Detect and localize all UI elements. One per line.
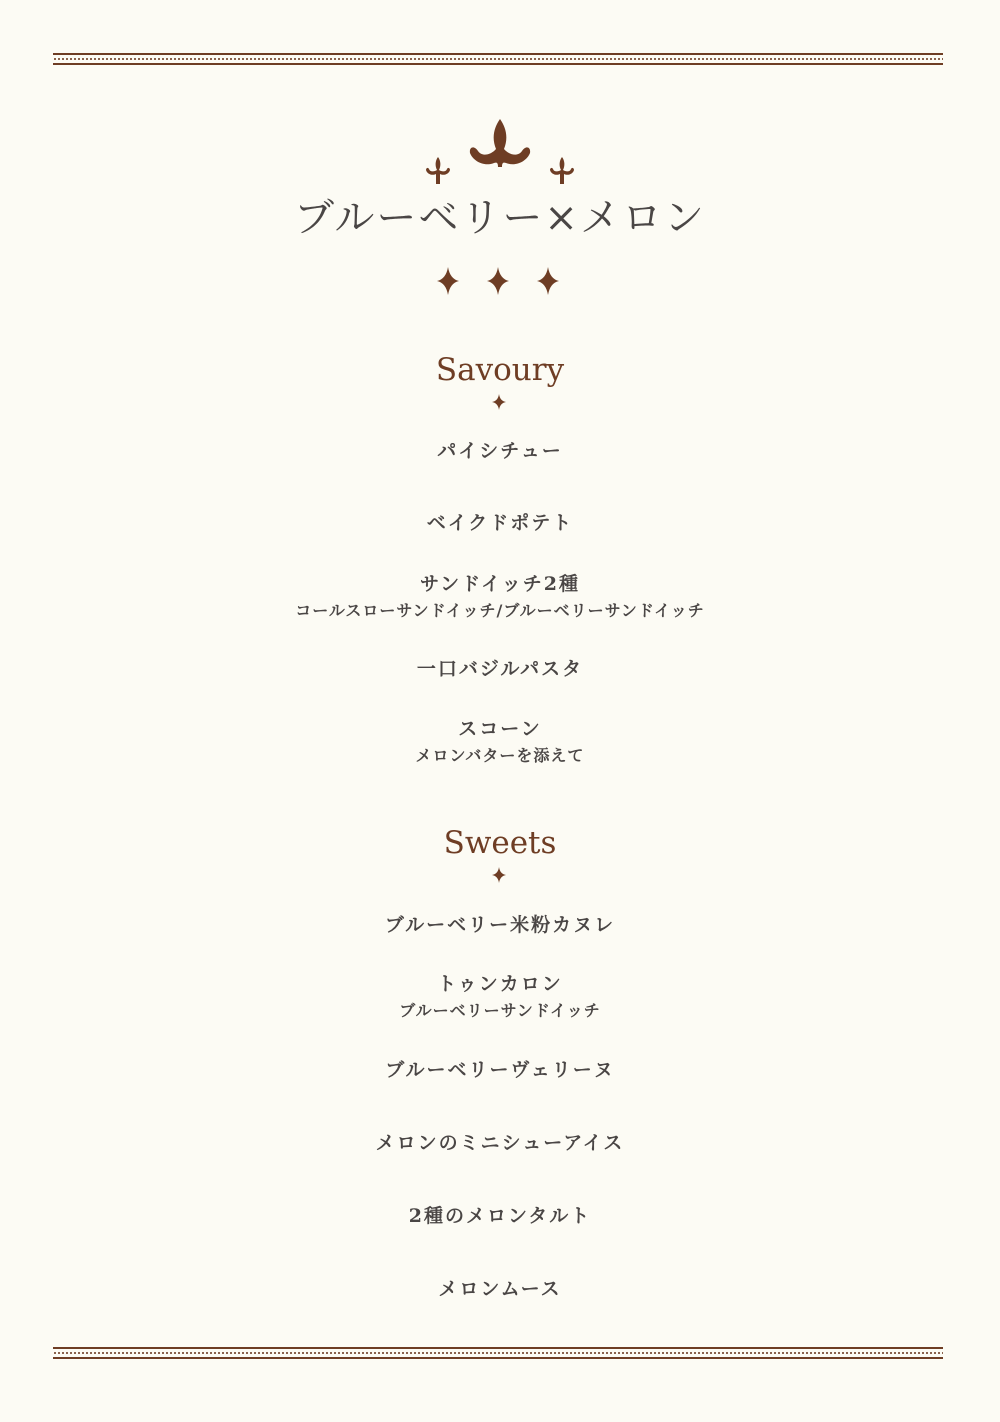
border-line [53,1347,943,1349]
border-line [53,53,943,55]
menu-item-name: パイシチュー [437,440,563,462]
menu-item-name: スコーン [458,718,542,740]
menu-item [0,1057,1000,1083]
diamond-icon [490,866,508,884]
menu-item [0,912,1000,938]
menu-item [0,510,1000,536]
menu-item-description: コールスローサンドイッチ/ブルーベリーサンドイッチ [295,601,705,620]
diamond-icon [537,267,559,295]
menu-item-name: メロンムース [438,1278,562,1300]
border-dots [53,58,943,60]
menu-item [0,1276,1000,1302]
menu-item-description: ブルーベリーサンドイッチ [399,1001,601,1020]
menu-item-name: ブルーベリーヴェリーヌ [385,1059,615,1081]
menu-item [0,438,1000,464]
top-border [53,53,943,65]
border-dots [53,1352,943,1354]
menu-item-name: サンドイッチ2種 [420,573,580,595]
menu-item [0,1130,1000,1156]
menu-item-name: 2種のメロンタルト [408,1205,592,1227]
diamond-icon [437,267,459,295]
menu-item-name: トゥンカロン [437,973,563,995]
menu-item-description: メロンバターを添えて [415,746,585,765]
bottom-border [53,1347,943,1359]
diamond-divider [430,265,570,297]
menu-item [0,571,1000,623]
diamond-icon [490,393,508,411]
menu-item-name: 一口バジルパスタ [416,658,584,680]
diamond-icon [487,267,509,295]
page-title: ブルーベリー×メロン [294,195,706,241]
menu-item-name: ブルーベリー米粉カヌレ [384,914,616,936]
section-heading-sweets: Sweets [443,825,557,861]
menu-item [0,716,1000,768]
menu-item [0,1203,1000,1229]
section-heading-savoury: Savoury [435,352,565,388]
menu-item-name: メロンのミニシューアイス [375,1132,625,1154]
border-line [53,63,943,65]
fleur-de-lis-icon [420,115,580,190]
menu-item [0,656,1000,682]
menu-item [0,971,1000,1023]
border-line [53,1357,943,1359]
menu-item-name: ベイクドポテト [426,512,574,534]
